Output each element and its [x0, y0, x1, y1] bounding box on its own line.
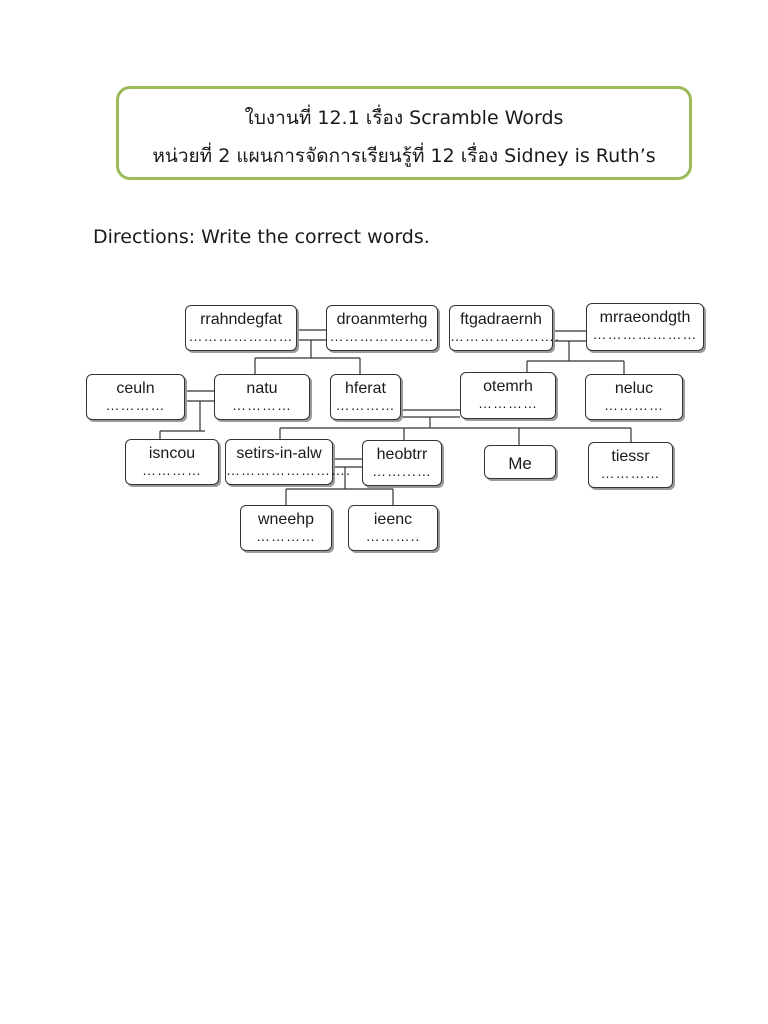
scrambled-word: ceuln — [116, 380, 155, 397]
tree-node-heobtrr — [362, 440, 442, 486]
scrambled-word: natu — [246, 380, 278, 397]
tree-node-droanmterhg — [326, 305, 438, 351]
tree-node-ieenc — [348, 505, 438, 551]
answer-blank[interactable]: ………… — [600, 465, 661, 481]
self-label: Me — [508, 454, 532, 473]
scrambled-word: ftgadraernh — [460, 311, 542, 328]
answer-blank[interactable]: ………… — [604, 397, 664, 413]
scrambled-word: setirs-in-alw — [236, 445, 322, 462]
scrambled-word: neluc — [614, 380, 654, 397]
scrambled-word: wneehp — [257, 511, 315, 528]
tree-node-tiessr — [588, 442, 673, 488]
tree-node-natu — [214, 374, 310, 420]
worksheet-subtitle: หน่วยที่ 2 แผนการจัดการเรียนรู้ที่ 12 เรื่อง Sidney is Ruth’s — [152, 145, 656, 167]
tree-node-wneehp — [240, 505, 332, 551]
scrambled-word: otemrh — [483, 378, 533, 395]
tree-node-neluc — [585, 374, 683, 420]
answer-blank[interactable]: ………… — [478, 395, 538, 411]
tree-node-rrahndegfat — [185, 305, 297, 351]
scrambled-word: ieenc — [373, 511, 413, 528]
tree-node-ceuln — [86, 374, 185, 420]
answer-blank[interactable]: ………… — [335, 397, 396, 413]
scrambled-word: droanmterhg — [336, 311, 428, 328]
tree-node-hferat — [330, 374, 401, 420]
answer-blank[interactable]: ………… — [256, 528, 316, 544]
answer-blank[interactable]: ……….. — [365, 528, 421, 544]
answer-blank[interactable]: ………………… — [592, 326, 698, 342]
scrambled-word: rrahndegfat — [200, 311, 282, 328]
scrambled-word: tiessr — [611, 448, 650, 465]
scrambled-word: isncou — [148, 445, 196, 462]
answer-blank[interactable]: ……...… — [372, 463, 432, 479]
scrambled-word: mrraeondgth — [599, 309, 691, 326]
scrambled-word: hferat — [345, 380, 386, 397]
answer-blank[interactable]: ……………………. — [226, 462, 351, 478]
answer-blank[interactable]: ………… — [142, 462, 202, 478]
tree-node-mrraeondgth — [586, 303, 704, 351]
tree-node-me — [484, 445, 556, 479]
answer-blank[interactable]: ………………… — [329, 328, 435, 344]
tree-node-setirs-in-alw — [225, 439, 351, 485]
answer-blank[interactable]: ………… — [232, 397, 292, 413]
directions-text: Directions: Write the correct words. — [93, 226, 430, 248]
worksheet-title: ใบงานที่ 12.1 เรื่อง Scramble Words — [244, 107, 564, 129]
scrambled-word: heobtrr — [376, 446, 428, 463]
answer-blank[interactable]: ………… — [105, 397, 166, 413]
tree-node-isncou — [125, 439, 219, 485]
answer-blank[interactable]: ………………… — [188, 328, 294, 344]
answer-blank[interactable]: …………………. — [450, 328, 560, 344]
tree-node-otemrh — [460, 372, 556, 419]
tree-node-ftgadraernh — [449, 305, 560, 351]
